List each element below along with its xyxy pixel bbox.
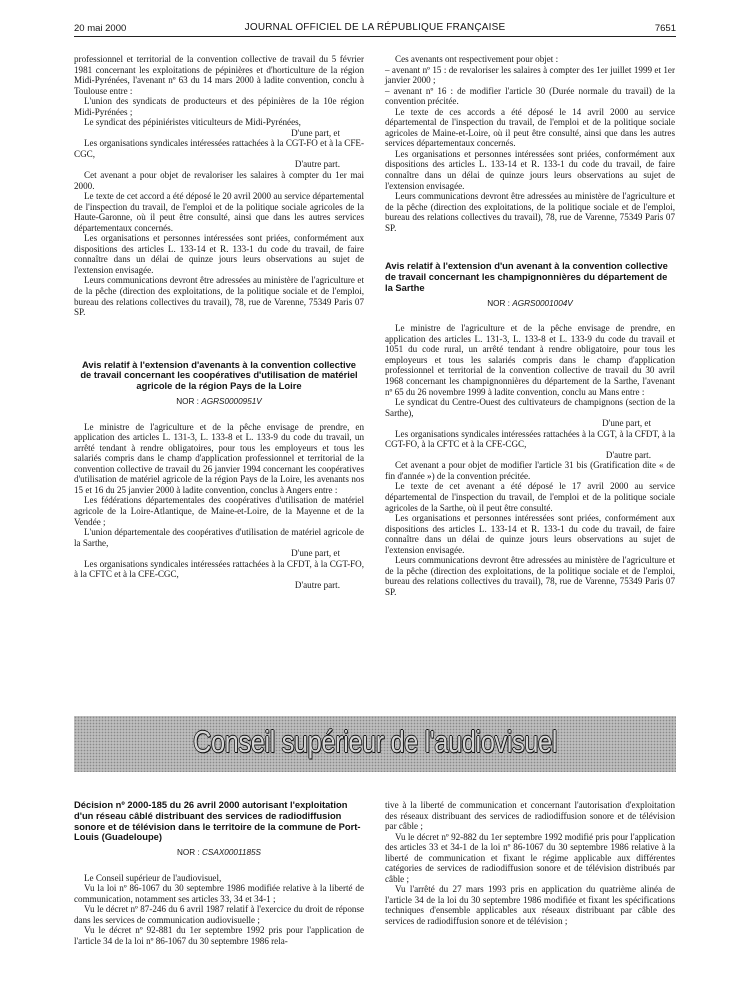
- column-2: [385, 54, 675, 597]
- header-rule: [74, 36, 676, 37]
- paragraph: Les organisations et personnes intéressées sont priées, conformément aux dispositions des articles L. 133-14 et R. 133-1 du code du travail, de faire connaître dans un délai de quinze jours leurs observations au sujet de l'extension envisagée.: [74, 233, 364, 275]
- notice-title: Avis relatif à l'extension d'un avenant à la convention collective de travail concernant les champignonnières du département de la Sarthe: [385, 260, 668, 293]
- paragraph: Le ministre de l'agriculture et de la pêche envisage de prendre, en application des articles L. 131-3, L. 133-8 et L. 133-9 du code du travail et 1051 du code rural, un arrêté tendant à rendre obligatoire, pour tous les employeurs et tous les salariés compris dans le champ d'application professionnel et territorial de la convention collective de travail du 30 avril 1968 concernant les champignonnières du département de la Sarthe, l'avenant nº 65 du 26 novembre 1999 à ladite convention, conclu au Mans entre :: [385, 323, 675, 397]
- column-4: [385, 800, 675, 927]
- paragraph: Le texte de cet accord a été déposé le 20 avril 2000 au service départemental de l'inspection du travail, de l'emploi et de la politique sociale agricoles de la Haute-Garonne, où il peut être consulté, ainsi que dans les autres services départementaux concernés.: [74, 191, 364, 233]
- nor-label: NOR :: [487, 298, 510, 308]
- paragraph: D'une part, et: [602, 418, 651, 429]
- paragraph: D'autre part.: [294, 579, 340, 590]
- paragraph: D'une part, et: [291, 127, 340, 138]
- paragraph: Les organisations syndicales intéressées rattachées à la CFDT, à la CGT-FO, à la CFTC et à la CFE-CGC,: [74, 558, 364, 580]
- paragraph: Vu le décret nº 92-882 du 1er septembre 1992 modifié pris pour l'application des articles 33 et 34-1 de la loi nº 86-1067 du 30 septembre 1986 relative à la liberté de communication et fixant le régime applicable aux différentes catégories de services de radiodiffusion sonore et de télévision distribués par câble ;: [385, 831, 675, 884]
- paragraph: Les organisations et personnes intéressées sont priées, conformément aux dispositions des articles L. 133-14 et R. 133-1 du code du travail, de faire connaître dans un délai de quinze jours leurs observations au sujet de l'extension envisagée.: [385, 148, 675, 191]
- paragraph: Leurs communications devront être adressées au ministère de l'agriculture et de la pêche (direction des exploitations, de la politique sociale et de l'emploi, bureau des relations collectives du travail), 78, rue de Varenne, 75349 Paris 07 SP.: [385, 555, 675, 597]
- paragraph: Cet avenant a pour objet de revaloriser les salaires à compter du 1er mai 2000.: [74, 170, 364, 191]
- paragraph: Vu le décret nº 87-246 du 6 avril 1987 relatif à l'exercice du droit de réponse dans les services de communication audiovisuelle ;: [74, 904, 364, 925]
- nor-reference: [74, 848, 364, 859]
- paragraph: Le Conseil supérieur de l'audiovisuel,: [84, 872, 222, 883]
- nor-label: NOR :: [176, 848, 200, 858]
- paragraph: Leurs communications devront être adressées au ministère de l'agriculture et de la pêche (direction des exploitations, de la politique sociale et de l'emploi, bureau des relations collectives du travail), 78, rue de Varenne, 75349 Paris 07 SP.: [74, 275, 364, 318]
- notice-title: Avis relatif à l'extension d'avenants à la convention collective de travail concernant les coopératives d'utilisation de matériel agricole de la région Pays de la Loire: [80, 358, 358, 392]
- paragraph: Le texte de ces accords a été déposé le 14 avril 2000 au service départemental de l'inspection du travail, de l'emploi et de la politique sociale agricoles de Maine-et-Loire, où il peut être consulté, ainsi que dans les autres services départementaux concernés.: [385, 106, 675, 149]
- column-1: [74, 54, 364, 590]
- section-banner: [74, 716, 676, 772]
- paragraph: L'union des syndicats de producteurs et des pépinières de la 10e région Midi-Pyrénées ;: [74, 96, 364, 117]
- nor-value: CSAX0001185S: [202, 848, 262, 858]
- paragraph: tive à la liberté de communication et concernant l'autorisation d'exploitation des réseaux distribuant des services de radiodiffusion sonore et de télévision par câble ;: [385, 800, 675, 832]
- paragraph: Ces avenants ont respectivement pour objet :: [395, 54, 559, 64]
- nor-value: AGRS0000951V: [201, 397, 262, 407]
- paragraph: Vu la loi nº 86-1067 du 30 septembre 1986 modifiée relative à la liberté de communication, notamment ses articles 33, 34 et 34-1 ;: [74, 883, 364, 904]
- nor-value: AGRS0001004V: [512, 298, 573, 308]
- paragraph: Le syndicat du Centre-Ouest des cultivateurs de champignons (section de la Sarthe),: [385, 397, 675, 418]
- paragraph: Les organisations syndicales intéressées rattachées à la CGT-FO et à la CFE-CGC,: [74, 138, 364, 159]
- nor-label: NOR :: [176, 397, 199, 407]
- paragraph: Le texte de cet avenant a été déposé le 17 avril 2000 au service départemental de l'inspection du travail, de l'emploi et de la politique sociale agricoles de la Sarthe, où il peut être consulté.: [385, 481, 675, 513]
- paragraph: Les organisations syndicales intéressées rattachées à la CGT, à la CFDT, à la CGT-FO, à la CFTC et à la CFE-CGC,: [385, 428, 675, 450]
- list-item: – avenant nº 16 : de modifier l'article 30 (Durée normale du travail) de la convention précitée.: [385, 85, 675, 107]
- decision-title: Décision nº 2000-185 du 26 avril 2000 autorisant l'exploitation d'un réseau câblé distribuant des services de radiodiffusion sonore et de télévision dans le territoire de la commune de Port-Louis (Guadeloupe): [74, 799, 361, 843]
- paragraph: Vu le décret nº 92-881 du 1er septembre 1992 pris pour l'application de l'article 34 de la loi nº 86-1067 du 30 septembre 1986 rela-: [74, 925, 364, 947]
- paragraph: D'autre part.: [294, 159, 340, 170]
- list-item: – avenant nº 15 : de revaloriser les salaires à compter des 1er juillet 1999 et 1er janvier 2000 ;: [385, 64, 675, 86]
- paragraph: professionnel et territorial de la convention collective de travail du 5 février 1981 concernant les exploitations de pépinières et d'horticulture de la région Midi-Pyrénées, l'avenant nº 63 du 14 mars 2000 à ladite convention, conclu à Toulouse entre :: [74, 54, 364, 96]
- nor-reference: [385, 299, 675, 310]
- paragraph: Le ministre de l'agriculture et de la pêche envisage de prendre, en application des articles L. 131-3, L. 133-8 et L. 133-9 du code du travail, un arrêté tendant à rendre obligatoires, pour tous les employeurs et tous les salariés compris dans le champ d'application professionnel et territorial de la convention collective de travail du 26 janvier 1994 concernant les coopératives d'utilisation de matériel agricole de la région Pays de la Loire, les avenants nos 15 et 16 du 25 janvier 2000 à ladite convention, conclus à Angers entre :: [74, 421, 364, 495]
- section-banner-title: Conseil supérieur de l'audiovisuel: [193, 724, 557, 759]
- header-date: 20 mai 2000: [74, 23, 127, 34]
- paragraph: Cet avenant a pour objet de modifier l'article 31 bis (Gratification dite « de fin d'année ») de la convention précitée.: [385, 460, 675, 481]
- paragraph: Le syndicat des pépiniéristes viticulteurs de Midi-Pyrénées,: [84, 117, 301, 128]
- paragraph: D'une part, et: [291, 548, 340, 559]
- paragraph: L'union départementale des coopératives d'utilisation de matériel agricole de la Sarthe,: [74, 527, 364, 548]
- paragraph: Vu l'arrêté du 27 mars 1993 pris en application du quatrième alinéa de l'article 34 de la loi du 30 septembre 1986 modifiée et fixant les spécifications techniques d'ensemble applicables aux réseaux distribuant par câble des services de radiodiffusion sonore et de télévision ;: [385, 884, 675, 927]
- journal-title: JOURNAL OFFICIEL DE LA RÉPUBLIQUE FRANÇAISE: [244, 22, 506, 33]
- paragraph: D'autre part.: [605, 449, 651, 460]
- page-number: 7651: [654, 23, 676, 34]
- paragraph: Les organisations et personnes intéressées sont priées, conformément aux dispositions des articles L. 133-14 et R. 133-1 du code du travail, de faire connaître dans un délai de quinze jours leurs observations au sujet de l'extension envisagée.: [385, 513, 675, 555]
- paragraph: Leurs communications devront être adressées au ministère de l'agriculture et de la pêche (direction des exploitations, de la politique sociale et de l'emploi, bureau des relations collectives du travail), 78, rue de Varenne, 75349 Paris 07 SP.: [385, 191, 675, 233]
- paragraph: Les fédérations départementales des coopératives d'utilisation de matériel agricole de la Loire-Atlantique, de Maine-et-Loire, de la Mayenne et de la Vendée ;: [74, 495, 364, 527]
- nor-reference: [74, 397, 364, 408]
- page-header: [74, 20, 676, 36]
- column-3: [74, 800, 364, 947]
